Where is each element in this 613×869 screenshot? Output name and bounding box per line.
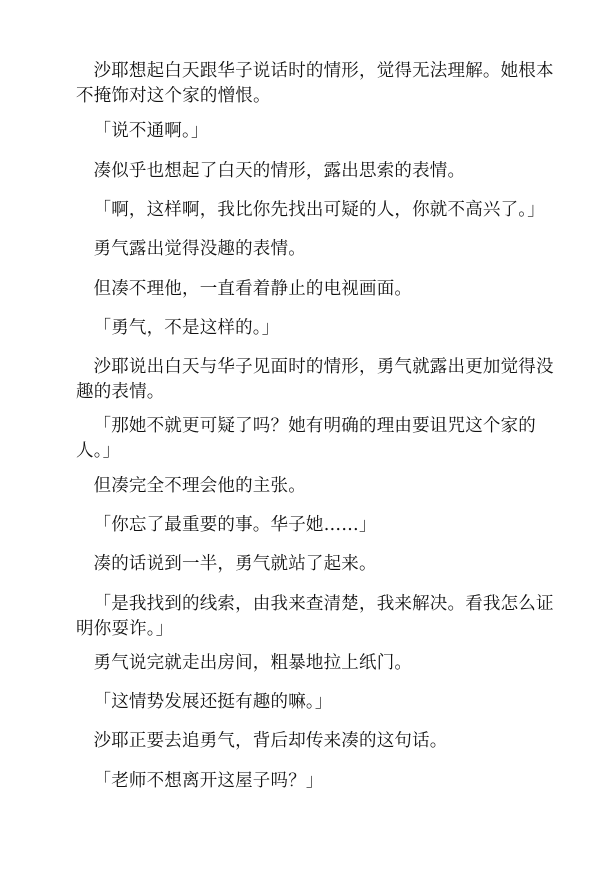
- paragraph: 勇气说完就走出房间，粗暴地拉上纸门。: [93, 653, 413, 673]
- paragraph: 「是我找到的线索，由我来查清楚，我来解决。看我怎么证明你耍诈。」: [76, 594, 554, 639]
- paragraph: 「你忘了最重要的事。华子她……」: [93, 515, 377, 535]
- paragraph: 凑似乎也想起了白天的情形，露出思索的表情。: [93, 161, 466, 181]
- paragraph: 「老师不想离开这屋子吗？」: [93, 771, 324, 791]
- paragraph: 勇气露出觉得没趣的表情。: [93, 239, 306, 259]
- paragraph: 但凑完全不理会他的主张。: [93, 476, 306, 496]
- paragraph: 「啊，这样啊，我比你先找出可疑的人，你就不高兴了。」: [93, 200, 545, 220]
- paragraph: 沙耶说出白天与华子见面时的情形，勇气就露出更加觉得没趣的表情。: [76, 357, 554, 402]
- paragraph: 「勇气，不是这样的。」: [93, 318, 280, 338]
- paragraph: 凑的话说到一半，勇气就站了起来。: [93, 554, 377, 574]
- paragraph: 沙耶正要去追勇气，背后却传来凑的这句话。: [93, 731, 448, 751]
- paragraph: 「那她不就更可疑了吗？她有明确的理由要诅咒这个家的人。」: [76, 416, 536, 461]
- paragraph: 「说不通啊。」: [93, 121, 209, 141]
- paragraph: 沙耶想起白天跟华子说话时的情形，觉得无法理解。她根本不掩饰对这个家的憎恨。: [76, 61, 554, 106]
- paragraph: 但凑不理他，一直看着静止的电视画面。: [93, 279, 413, 299]
- paragraph: 「这情势发展还挺有趣的嘛。」: [93, 692, 333, 712]
